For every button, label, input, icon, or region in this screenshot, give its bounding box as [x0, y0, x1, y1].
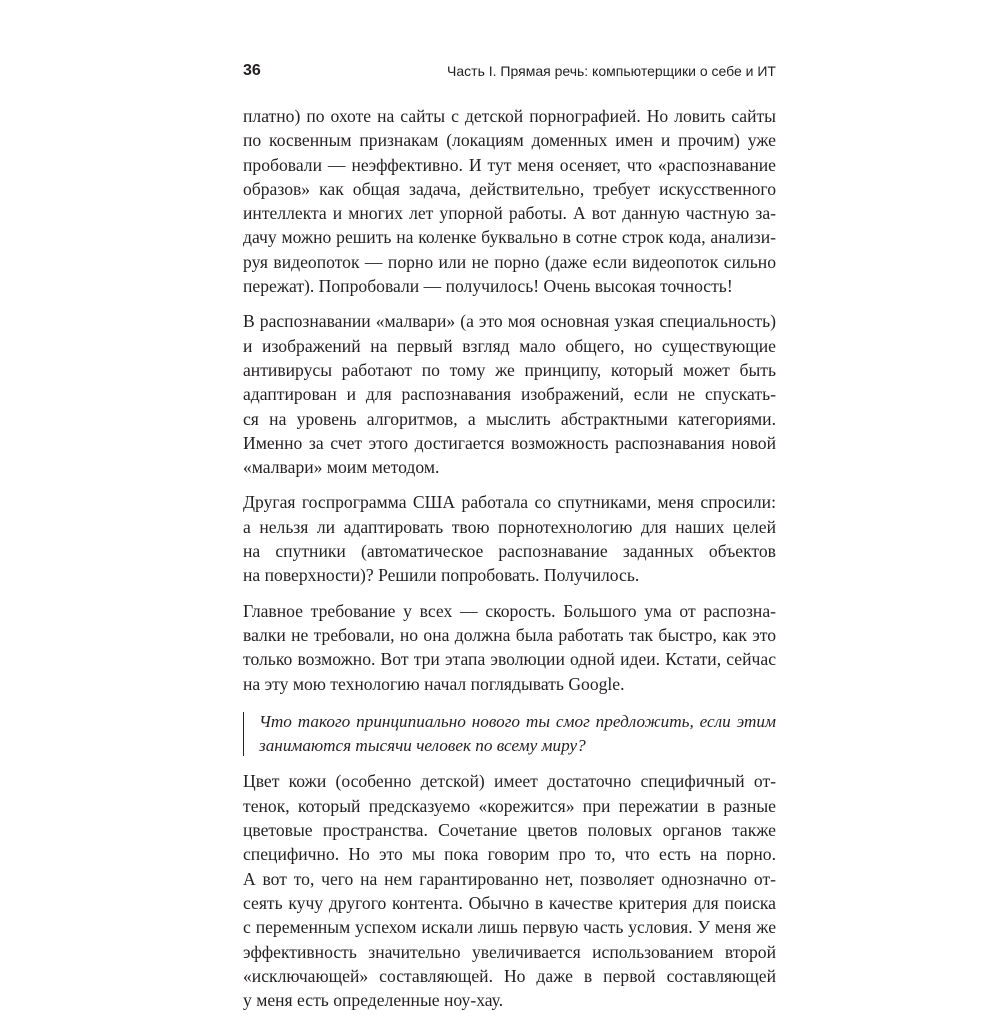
text-line: «исключающей» составляющей. Но даже в первой составляющей: [243, 965, 776, 986]
text-line: пережат). Попробовали — получилось! Очень высокая точность!: [243, 276, 733, 297]
text-line: у меня есть определенные ноу-хау.: [243, 990, 504, 1011]
text-line: А вот то, чего на нем гарантированно нет, позволяет однозначно от-: [243, 868, 776, 889]
interview-question: [243, 710, 776, 759]
text-line: антивирусы работают по тому же принципу, который может быть: [243, 359, 776, 380]
text-line: В распознавании «малвари» (а это моя основная узкая специальность): [243, 311, 776, 332]
text-line: дачу можно решить на коленке буквально в сотне строк кода, анализи-: [243, 227, 776, 248]
text-line: интеллекта и многих лет упорной работы. А вот данную частную за-: [243, 203, 776, 224]
text-line: «малвари» моим методом.: [243, 457, 440, 478]
page-number: 36: [243, 62, 261, 79]
text-line: по косвенным признакам (локациям доменных имен и прочим) уже: [243, 130, 776, 151]
text-line: Именно за счет этого достигается возможность распознавания новой: [243, 432, 776, 453]
text-line: цветовые пространства. Сочетание цветов половых органов также: [243, 820, 776, 841]
text-line: на поверхности)? Решили попробовать. Получилось.: [243, 565, 640, 586]
text-line: платно) по охоте на сайты с детской порнографией. Но ловить сайты: [243, 106, 776, 126]
text-line: на эту мою технологию начал поглядывать Google.: [243, 673, 625, 694]
paragraph: [243, 104, 776, 298]
text-line: адаптирован и для распознавания изображений, если не спускать-: [243, 384, 776, 405]
text-line: на спутники (автоматическое распознавание заданных объектов: [243, 541, 776, 562]
text-line: образов» как общая задача, действительно, требует искусственного: [243, 178, 776, 199]
text-line: с переменным успехом искали лишь первую часть условия. У меня же: [243, 917, 776, 938]
text-line: Другая госпрограмма США работала со спутниками, меня спросили:: [243, 492, 776, 513]
text-line: эффективность значительно увеличивается использованием второй: [243, 941, 776, 962]
text-line: специфично. Но это мы пока говорим про то, что есть на порно.: [243, 844, 776, 865]
chapter-title: Часть I. Прямая речь: компьютерщики о себе и ИТ: [447, 63, 776, 79]
text-line: руя видеопоток — порно или не порно (даже если видеопоток сильно: [243, 251, 776, 272]
text-line: и изображений на первый взгляд мало общего, но существующие: [243, 335, 776, 356]
paragraph: [243, 490, 776, 587]
text-line: а нельзя ли адаптировать твою порнотехнологию для наших целей: [243, 516, 776, 537]
question-rule: [243, 712, 244, 757]
text-line: ся на уровень алгоритмов, а мыслить абстрактными категориями.: [243, 408, 776, 429]
paragraph: [243, 599, 776, 696]
running-header: [243, 60, 776, 84]
question-line: Что такого принципиально нового ты смог предложить, если этим: [259, 711, 776, 731]
body-text: [243, 104, 776, 1023]
text-line: пробовали — неэффективно. И тут меня осеняет, что «распознавание: [243, 154, 776, 175]
text-line: Главное требование у всех — скорость. Большого ума от распозна-: [243, 600, 776, 621]
text-line: Цвет кожи (особенно детской) имеет достаточно специфичный от-: [243, 771, 776, 792]
text-line: валки не требовали, но она должна была работать так быстро, как это: [243, 624, 776, 645]
question-line: занимаются тысячи человек по всему миру?: [259, 736, 586, 756]
text-line: тенок, который предсказуемо «корежится» при пережатии в разные: [243, 795, 776, 816]
paragraph: [243, 309, 776, 479]
answer-paragraph: [243, 769, 776, 1012]
text-line: только возможно. Вот три этапа эволюции одной идеи. Кстати, сейчас: [243, 649, 776, 670]
text-line: сеять кучу другого контента. Обычно в качестве критерия для поиска: [243, 892, 776, 913]
